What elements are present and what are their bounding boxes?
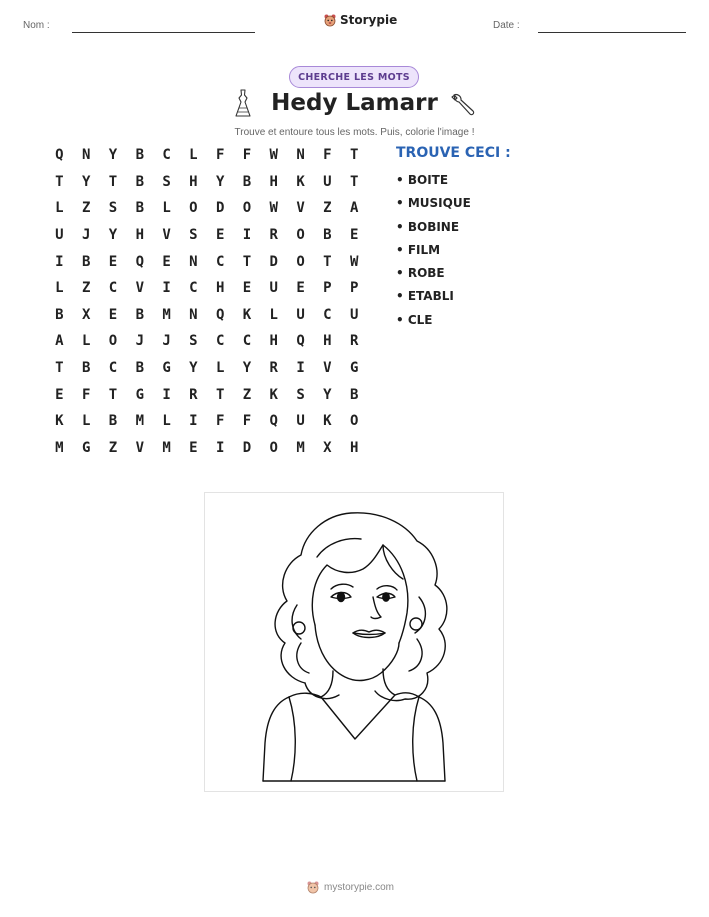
grid-cell[interactable]: B: [81, 360, 91, 377]
grid-cell[interactable]: T: [323, 253, 332, 270]
grid-cell[interactable]: Q: [269, 413, 278, 430]
grid-cell[interactable]: L: [162, 413, 171, 430]
grid-cell[interactable]: R: [269, 360, 278, 377]
grid-cell[interactable]: O: [108, 333, 118, 350]
grid-cell[interactable]: U: [323, 173, 332, 190]
grid-cell[interactable]: M: [55, 439, 64, 456]
grid-cell[interactable]: Y: [242, 360, 252, 377]
grid-cell[interactable]: Q: [55, 147, 64, 164]
grid-cell[interactable]: E: [349, 227, 359, 244]
grid-cell[interactable]: V: [162, 227, 171, 244]
grid-cell[interactable]: B: [81, 253, 91, 270]
grid-cell[interactable]: A: [349, 200, 359, 217]
grid-cell[interactable]: Q: [215, 306, 225, 323]
grid-cell[interactable]: K: [296, 173, 305, 190]
word-item: • CLE: [396, 312, 433, 327]
grid-cell[interactable]: R: [269, 227, 278, 244]
grid-cell[interactable]: C: [215, 253, 225, 270]
page-title: Hedy Lamarr: [271, 90, 438, 116]
grid-cell[interactable]: Z: [323, 200, 332, 217]
name-label: Nom :: [23, 20, 50, 31]
grid-cell[interactable]: U: [296, 413, 305, 430]
word-item: • BOITE: [396, 173, 449, 187]
grid-cell[interactable]: I: [215, 439, 225, 456]
grid-cell[interactable]: G: [81, 439, 91, 456]
grid-cell[interactable]: F: [242, 147, 252, 164]
grid-cell[interactable]: F: [81, 386, 91, 403]
grid-cell[interactable]: J: [135, 333, 144, 350]
instructions: Trouve et entoure tous les mots. Puis, colorie l'image !: [234, 127, 475, 138]
grid-cell[interactable]: S: [189, 333, 198, 350]
coloring-picture: [204, 492, 504, 792]
grid-cell[interactable]: W: [349, 253, 359, 270]
grid-cell[interactable]: H: [215, 280, 225, 297]
grid-cell[interactable]: U: [269, 280, 278, 297]
grid-cell[interactable]: L: [189, 147, 198, 164]
grid-cell[interactable]: K: [242, 306, 252, 323]
grid-cell[interactable]: D: [269, 253, 278, 270]
grid-cell[interactable]: X: [323, 439, 332, 456]
word-search-grid: [46, 142, 368, 461]
grid-cell[interactable]: L: [55, 200, 64, 217]
date-field-line[interactable]: [538, 32, 686, 33]
grid-cell[interactable]: M: [162, 306, 171, 323]
grid-cell[interactable]: L: [269, 306, 278, 323]
grid-cell[interactable]: D: [215, 200, 225, 217]
footer-url[interactable]: mystorypie.com: [324, 881, 395, 893]
word-item: • FILM: [396, 242, 441, 257]
grid-cell[interactable]: L: [55, 280, 64, 297]
name-field-line[interactable]: [72, 32, 255, 33]
grid-cell[interactable]: E: [242, 280, 252, 297]
grid-cell[interactable]: N: [296, 147, 305, 164]
grid-cell[interactable]: T: [242, 253, 252, 270]
grid-cell[interactable]: U: [296, 306, 305, 323]
grid-cell[interactable]: E: [296, 280, 305, 297]
grid-cell[interactable]: Y: [81, 173, 91, 190]
grid-cell[interactable]: F: [215, 147, 225, 164]
grid-cell[interactable]: T: [108, 386, 118, 403]
grid-cell[interactable]: B: [323, 227, 332, 244]
grid-cell[interactable]: O: [189, 200, 198, 217]
grid-cell[interactable]: S: [296, 386, 305, 403]
word-item: • ETABLI: [396, 289, 454, 304]
grid-cell[interactable]: C: [189, 280, 198, 297]
grid-cell[interactable]: E: [108, 253, 118, 270]
grid-cell[interactable]: B: [135, 173, 144, 190]
grid-cell[interactable]: B: [135, 200, 144, 217]
grid-cell[interactable]: V: [135, 280, 144, 297]
grid-cell[interactable]: W: [269, 147, 278, 164]
grid-cell[interactable]: S: [108, 200, 118, 217]
grid-cell[interactable]: B: [135, 360, 144, 377]
word-list-title: TROUVE CECI :: [396, 145, 511, 161]
grid-cell[interactable]: S: [189, 227, 198, 244]
grid-cell[interactable]: F: [215, 413, 225, 430]
grid-cell[interactable]: B: [108, 413, 118, 430]
grid-cell[interactable]: S: [162, 173, 171, 190]
grid-cell[interactable]: E: [189, 439, 198, 456]
grid-cell[interactable]: F: [323, 147, 332, 164]
grid-cell[interactable]: Y: [108, 227, 118, 244]
grid-cell[interactable]: T: [55, 173, 64, 190]
grid-cell[interactable]: E: [162, 253, 171, 270]
brand-name: Storypie: [340, 13, 398, 27]
grid-cell[interactable]: O: [296, 227, 305, 244]
grid-cell[interactable]: L: [162, 200, 171, 217]
grid-cell[interactable]: W: [269, 200, 278, 217]
grid-cell[interactable]: L: [81, 333, 91, 350]
brand: [323, 13, 397, 27]
grid-cell[interactable]: K: [55, 413, 64, 430]
grid-cell[interactable]: V: [296, 200, 305, 217]
grid-cell[interactable]: Z: [108, 439, 118, 456]
grid-cell[interactable]: U: [349, 306, 359, 323]
grid-cell[interactable]: T: [215, 386, 225, 403]
grid-cell[interactable]: U: [55, 227, 64, 244]
grid-cell[interactable]: Q: [296, 333, 305, 350]
grid-cell[interactable]: I: [162, 386, 171, 403]
grid-cell[interactable]: H: [269, 333, 278, 350]
grid-cell[interactable]: I: [296, 360, 305, 377]
grid-cell[interactable]: I: [55, 253, 64, 270]
grid-cell[interactable]: I: [162, 280, 171, 297]
word-item: • BOBINE: [396, 219, 460, 234]
grid-cell[interactable]: Y: [189, 360, 198, 377]
grid-cell[interactable]: X: [81, 306, 91, 323]
grid-cell[interactable]: L: [215, 360, 225, 377]
grid-cell[interactable]: N: [189, 253, 198, 270]
grid-cell[interactable]: H: [349, 439, 359, 456]
grid-cell[interactable]: Y: [323, 386, 332, 403]
woman-portrait-illustration: [205, 493, 503, 791]
grid-cell[interactable]: H: [189, 173, 198, 190]
grid-cell[interactable]: H: [269, 173, 278, 190]
grid-cell[interactable]: B: [55, 306, 64, 323]
grid-cell[interactable]: E: [55, 386, 64, 403]
grid-cell[interactable]: T: [108, 173, 118, 190]
grid-cell[interactable]: D: [242, 439, 252, 456]
grid-cell[interactable]: Q: [135, 253, 144, 270]
grid-cell[interactable]: T: [55, 360, 64, 377]
footer: [306, 880, 394, 894]
grid-cell[interactable]: H: [135, 227, 144, 244]
grid-cell[interactable]: J: [81, 227, 91, 244]
grid-cell[interactable]: Z: [81, 200, 91, 217]
word-item: • MUSIQUE: [396, 196, 471, 211]
grid-cell[interactable]: C: [215, 333, 225, 350]
grid-cell[interactable]: B: [242, 173, 252, 190]
grid-cell[interactable]: M: [135, 413, 144, 430]
grid-cell[interactable]: B: [349, 386, 359, 403]
grid-cell[interactable]: R: [189, 386, 198, 403]
grid-cell[interactable]: I: [189, 413, 198, 430]
activity-badge: CHERCHE LES MOTS: [289, 66, 419, 88]
word-list: [396, 170, 471, 333]
grid-cell[interactable]: T: [349, 147, 359, 164]
grid-cell[interactable]: M: [296, 439, 305, 456]
grid-cell[interactable]: C: [323, 306, 332, 323]
grid-cell[interactable]: Z: [81, 280, 91, 297]
grid-cell[interactable]: Z: [242, 386, 252, 403]
grid-cell[interactable]: Y: [108, 147, 118, 164]
grid-cell[interactable]: L: [81, 413, 91, 430]
grid-cell[interactable]: G: [349, 360, 359, 377]
word-item: • ROBE: [396, 266, 445, 281]
grid-cell[interactable]: P: [349, 280, 359, 297]
grid-cell[interactable]: V: [323, 360, 332, 377]
grid-cell[interactable]: O: [349, 413, 359, 430]
grid-cell[interactable]: M: [162, 439, 171, 456]
grid-cell[interactable]: B: [135, 306, 144, 323]
grid-cell[interactable]: T: [349, 173, 359, 190]
grid-cell[interactable]: V: [135, 439, 144, 456]
grid-cell[interactable]: P: [323, 280, 332, 297]
grid-cell[interactable]: B: [135, 147, 144, 164]
grid-cell[interactable]: F: [242, 413, 252, 430]
grid-cell[interactable]: I: [242, 227, 252, 244]
grid-cell[interactable]: E: [215, 227, 225, 244]
grid-cell[interactable]: G: [162, 360, 171, 377]
grid-cell[interactable]: C: [242, 333, 252, 350]
grid-cell[interactable]: J: [162, 333, 171, 350]
grid-cell[interactable]: H: [323, 333, 332, 350]
grid-cell[interactable]: N: [189, 306, 198, 323]
grid-cell[interactable]: G: [135, 386, 144, 403]
grid-cell[interactable]: C: [108, 280, 118, 297]
grid-cell[interactable]: K: [269, 386, 278, 403]
storypie-logo-icon: [306, 880, 320, 894]
grid-cell[interactable]: O: [296, 253, 305, 270]
grid-cell[interactable]: Y: [215, 173, 225, 190]
grid-cell[interactable]: R: [349, 333, 359, 350]
wrench-icon: [449, 91, 477, 119]
grid-cell[interactable]: C: [162, 147, 171, 164]
grid-cell[interactable]: A: [55, 333, 64, 350]
storypie-logo-icon: [323, 13, 337, 27]
grid-cell[interactable]: K: [323, 413, 332, 430]
grid-cell[interactable]: N: [81, 147, 91, 164]
grid-cell[interactable]: E: [108, 306, 118, 323]
date-label: Date :: [493, 20, 520, 31]
grid-cell[interactable]: C: [108, 360, 118, 377]
grid-cell[interactable]: O: [242, 200, 252, 217]
grid-cell[interactable]: O: [269, 439, 278, 456]
